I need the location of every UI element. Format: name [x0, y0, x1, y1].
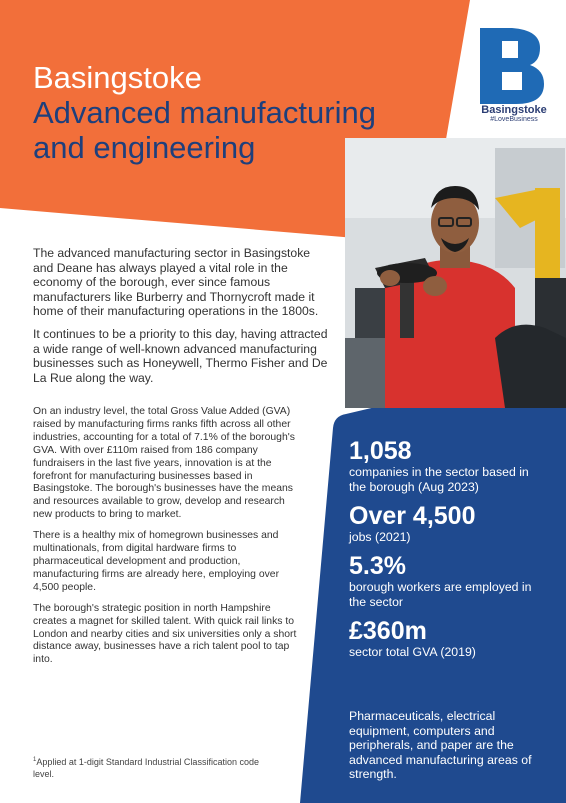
stat-value: 1,058: [349, 437, 412, 465]
stat-label: borough workers are employed in the sector: [349, 580, 532, 609]
intro-paragraph: The advanced manufacturing sector in Basingstoke and Deane has always played a vital role in the economy of the borough, ever since famous manufacturers like Burberry and Thornycroft made it home of their manufacturing operations in the 1800s.: [33, 246, 319, 319]
stat-item: [349, 502, 549, 545]
intro-text: [33, 246, 333, 393]
footnote-text: Applied at 1-digit Standard Industrial Classification code level.: [33, 757, 259, 779]
stat-value: 5.3%: [349, 552, 406, 580]
stat-item: [349, 552, 549, 610]
title-line-basingstoke: Basingstoke: [33, 60, 202, 95]
engineer-illustration: [345, 138, 566, 408]
stat-label: companies in the sector based in the borough (Aug 2023): [349, 465, 529, 494]
body-text: [33, 406, 301, 675]
stats-list: [349, 437, 549, 667]
body-paragraph: On an industry level, the total Gross Value Added (GVA) raised by manufacturing firms ranks fifth across all other industries, accounting for a total of 7.1% of the borough's GVA. With over £110m raised from 186 company fundraisers in the last five years, innovation is at the forefront for manufacturing businesses based in Basingstoke. The borough's businesses have the means and resources available to grow, develop and research new products to bring to market.: [33, 406, 295, 521]
stat-value: Over 4,500: [349, 502, 476, 530]
footnote: [33, 754, 273, 780]
logo-tagline: #LoveBusiness: [490, 116, 538, 123]
intro-paragraph: It continues to be a priority to this day, having attracted a wide range of well-known advanced manufacturing businesses such as Honeywell, Thermo Fisher and De La Rue along the way.: [33, 326, 328, 385]
body-paragraph: The borough's strategic position in north Hampshire creates a magnet for skilled talent. With quick rail links to London and nearby cities and six universities only a short distance away, businesses have a rich talent pool to tap into.: [33, 602, 297, 666]
title-line-advanced-manufacturing: Advanced manufacturing: [33, 95, 376, 130]
stat-item: [349, 617, 549, 660]
body-paragraph: There is a healthy mix of homegrown businesses and multinationals, from digital hardware firms to pharmaceutical development and production, manufacturing firms are already here, employing over 4,500 people.: [33, 530, 280, 593]
stat-label: sector total GVA (2019): [349, 645, 476, 659]
footnote-marker: 1: [33, 757, 37, 763]
b-letter-logo-icon: [478, 28, 546, 104]
stat-label: jobs (2021): [349, 530, 411, 544]
stat-value: £360m: [349, 617, 427, 645]
stats-summary: Pharmaceuticals, electrical equipment, computers and peripherals, and paper are the advanced manufacturing areas of strength.: [349, 709, 532, 781]
title-line-and-engineering: and engineering: [33, 130, 256, 165]
stat-item: [349, 437, 549, 495]
logo-wordmark: Basingstoke: [481, 104, 547, 116]
engineer-photo: [345, 138, 566, 408]
